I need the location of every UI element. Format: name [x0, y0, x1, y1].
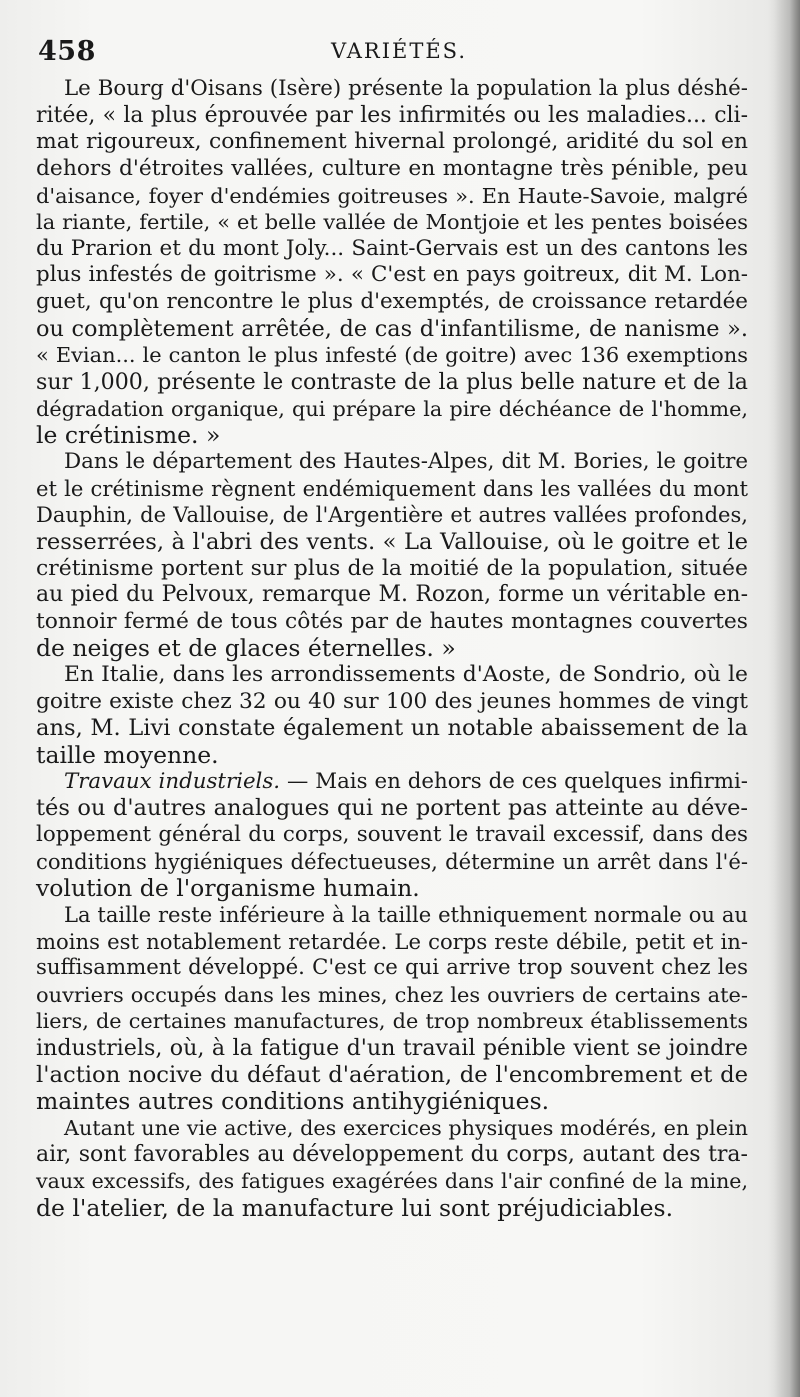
- text-line: conditions hygiéniques défectueuses, détermine un arrêt dans l'é-: [36, 848, 748, 874]
- text-line: ans, M. Livi constate également un notable abaissement de la: [36, 715, 748, 742]
- text-line: plus infestés de goitrisme ». « C'est en pays goitreux, dit M. Lon-: [36, 262, 748, 288]
- text-line: le crétinisme. »: [36, 421, 221, 450]
- text-line: de l'atelier, de la manufacture lui sont préjudiciables.: [36, 1193, 674, 1222]
- text-line: En Italie, dans les arrondissements d'Aoste, de Sondrio, où le: [64, 662, 748, 688]
- text-line: volution de l'organisme humain.: [36, 874, 420, 903]
- paragraph: [36, 662, 748, 769]
- text-line: vaux excessifs, des fatigues exagérées dans l'air confiné de la mine,: [36, 1169, 748, 1194]
- text-line: « Evian... le canton le plus infesté (de goitre) avec 136 exemptions: [36, 343, 748, 368]
- text-line: liers, de certaines manufactures, de trop nombreux établissements: [36, 1009, 748, 1034]
- paragraph: [36, 769, 748, 902]
- text-line: ouvriers occupés dans les mines, chez les ouvriers de certains ate-: [36, 982, 748, 1007]
- paragraph: [36, 76, 748, 449]
- text-line: au pied du Pelvoux, remarque M. Rozon, forme un véritable en-: [36, 582, 748, 608]
- text-line: crétinisme portent sur plus de la moitié de la population, située: [36, 555, 748, 581]
- text-line: ou complètement arrêtée, de cas d'infantilisme, de nanisme ».: [36, 315, 748, 342]
- text-line: ritée, « la plus éprouvée par les infirmités ou les maladies... cli-: [36, 102, 748, 128]
- text-line: air, sont favorables au développement du corps, autant des tra-: [36, 1141, 748, 1167]
- text-line: loppement général du corps, souvent le travail excessif, dans des: [36, 821, 748, 847]
- paragraph: [36, 449, 748, 662]
- text-line: d'aisance, foyer d'endémies goitreuses ». En Haute-Savoie, malgré: [36, 183, 748, 208]
- running-head: VARIÉTÉS.: [331, 39, 467, 63]
- page-header: [38, 36, 760, 70]
- text-line: Autant une vie active, des exercices physiques modérés, en plein: [64, 1115, 748, 1140]
- text-line: dehors d'étroites vallées, culture en montagne très pénible, peu: [36, 155, 748, 181]
- text-line: la riante, fertile, « et belle vallée de Montjoie et les pentes boisées: [36, 210, 748, 235]
- text-line: suffisamment développé. C'est ce qui arrive trop souvent chez les: [36, 955, 748, 981]
- page-edge-shadow: [774, 0, 800, 1397]
- text-line: Dauphin, de Vallouise, de l'Argentière et autres vallées profondes,: [36, 502, 748, 528]
- text-line: du Prarion et du mont Joly... Saint-Gervais est un des cantons les: [36, 235, 748, 261]
- text-line: guet, qu'on rencontre le plus d'exemptés, de croissance retardée: [36, 289, 748, 315]
- text-line: mat rigoureux, confinement hivernal prolongé, aridité du sol en: [36, 129, 748, 155]
- text-line: goitre existe chez 32 ou 40 sur 100 des jeunes hommes de vingt: [36, 688, 748, 714]
- text-line: l'action nocive du défaut d'aération, de l'encombrement et de: [36, 1061, 748, 1088]
- text-line: tonnoir fermé de tous côtés par de hautes montagnes couvertes: [36, 608, 748, 634]
- paragraph: [36, 902, 748, 1115]
- text-line: [36, 769, 748, 796]
- page-number: 458: [38, 36, 96, 67]
- text-line: tés ou d'autres analogues qui ne portent pas atteinte au déve-: [36, 795, 748, 822]
- text-line: sur 1,000, présente le contraste de la plus belle nature et de la: [36, 369, 748, 396]
- text-line: de neiges et de glaces éternelles. »: [36, 634, 456, 663]
- text-line: maintes autres conditions antihygiéniques.: [36, 1087, 550, 1116]
- text-line: et le crétinisme règnent endémiquement dans les vallées du mont: [36, 475, 748, 501]
- text-line: La taille reste inférieure à la taille ethniquement normale ou au: [64, 901, 748, 927]
- text-line: resserrées, à l'abri des vents. « La Vallouise, où le goitre et le: [36, 528, 748, 555]
- paragraph: [36, 1115, 748, 1222]
- text-line: moins est notablement retardée. Le corps reste débile, petit et in-: [36, 928, 748, 954]
- body-text: [36, 76, 748, 1222]
- text-line: Le Bourg d'Oisans (Isère) présente la population la plus déshé-: [64, 76, 748, 101]
- text-line: Dans le département des Hautes-Alpes, dit M. Bories, le goitre: [64, 448, 748, 474]
- text-fragment: — Mais en dehors de ces quelques infirmi-: [280, 768, 749, 794]
- text-line: taille moyenne.: [36, 741, 219, 770]
- section-heading: Travaux industriels.: [64, 768, 281, 794]
- text-line: dégradation organique, qui prépare la pire déchéance de l'homme,: [36, 396, 748, 421]
- text-line: industriels, où, à la fatigue d'un travail pénible vient se joindre: [36, 1035, 748, 1062]
